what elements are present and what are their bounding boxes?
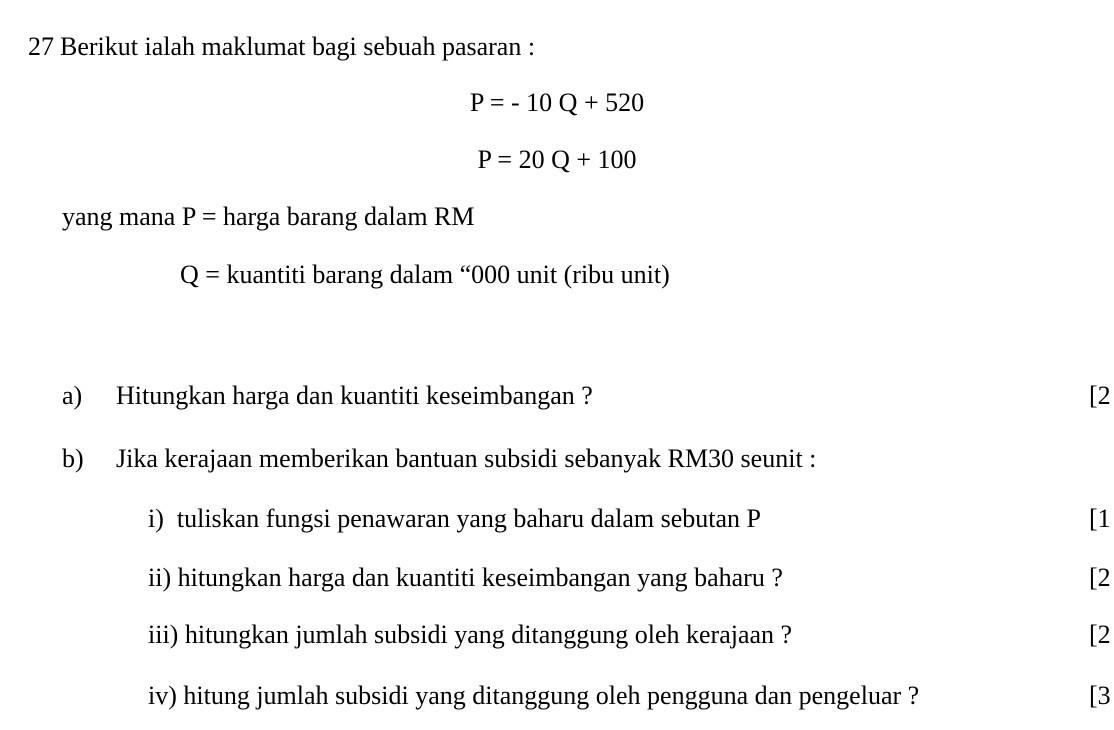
subpart-ii-text: hitungkan harga dan kuantiti keseimbangan yang baharu ? bbox=[177, 563, 783, 592]
question-intro: Berikut ialah maklumat bagi sebuah pasaran : bbox=[60, 32, 536, 61]
subpart-i-text: tuliskan fungsi penawaran yang baharu dalam sebutan P bbox=[176, 504, 762, 533]
subpart-i bbox=[148, 506, 761, 532]
price-definition: yang mana P = harga barang dalam RM bbox=[62, 202, 475, 231]
part-a-text: Hitungkan harga dan kuantiti keseimbangan ? bbox=[116, 381, 593, 410]
quantity-definition: Q = kuantiti barang dalam “000 unit (ribu unit) bbox=[180, 260, 670, 289]
question-header bbox=[28, 34, 535, 60]
subpart-iii-label: iii) bbox=[148, 620, 179, 649]
question-number: 27 bbox=[28, 32, 54, 61]
part-a-label: a) bbox=[62, 381, 83, 410]
subpart-iii-marks: [2 bbox=[1089, 620, 1111, 649]
subpart-iv bbox=[148, 683, 919, 709]
subpart-iii bbox=[148, 622, 792, 648]
subpart-iv-label: iv) bbox=[148, 681, 177, 710]
subpart-iv-marks: [3 bbox=[1089, 681, 1111, 710]
subpart-ii-marks: [2 bbox=[1089, 563, 1111, 592]
subpart-i-marks: [1 bbox=[1089, 504, 1111, 533]
part-b bbox=[62, 446, 816, 472]
subpart-iii-text: hitungkan jumlah subsidi yang ditanggung oleh kerajaan ? bbox=[184, 620, 793, 649]
demand-equation: P = - 10 Q + 520 bbox=[469, 88, 645, 117]
part-b-label: b) bbox=[62, 444, 84, 473]
subpart-i-label: i) bbox=[148, 504, 164, 533]
subpart-ii-label: ii) bbox=[148, 563, 172, 592]
supply-equation: P = 20 Q + 100 bbox=[477, 145, 637, 174]
subpart-ii bbox=[148, 565, 783, 591]
part-b-text: Jika kerajaan memberikan bantuan subsidi sebanyak RM30 seunit : bbox=[116, 444, 817, 473]
subpart-iv-text: hitung jumlah subsidi yang ditanggung oleh pengguna dan pengeluar ? bbox=[183, 681, 920, 710]
part-a-marks: [2 bbox=[1089, 381, 1111, 410]
part-a bbox=[62, 383, 593, 409]
